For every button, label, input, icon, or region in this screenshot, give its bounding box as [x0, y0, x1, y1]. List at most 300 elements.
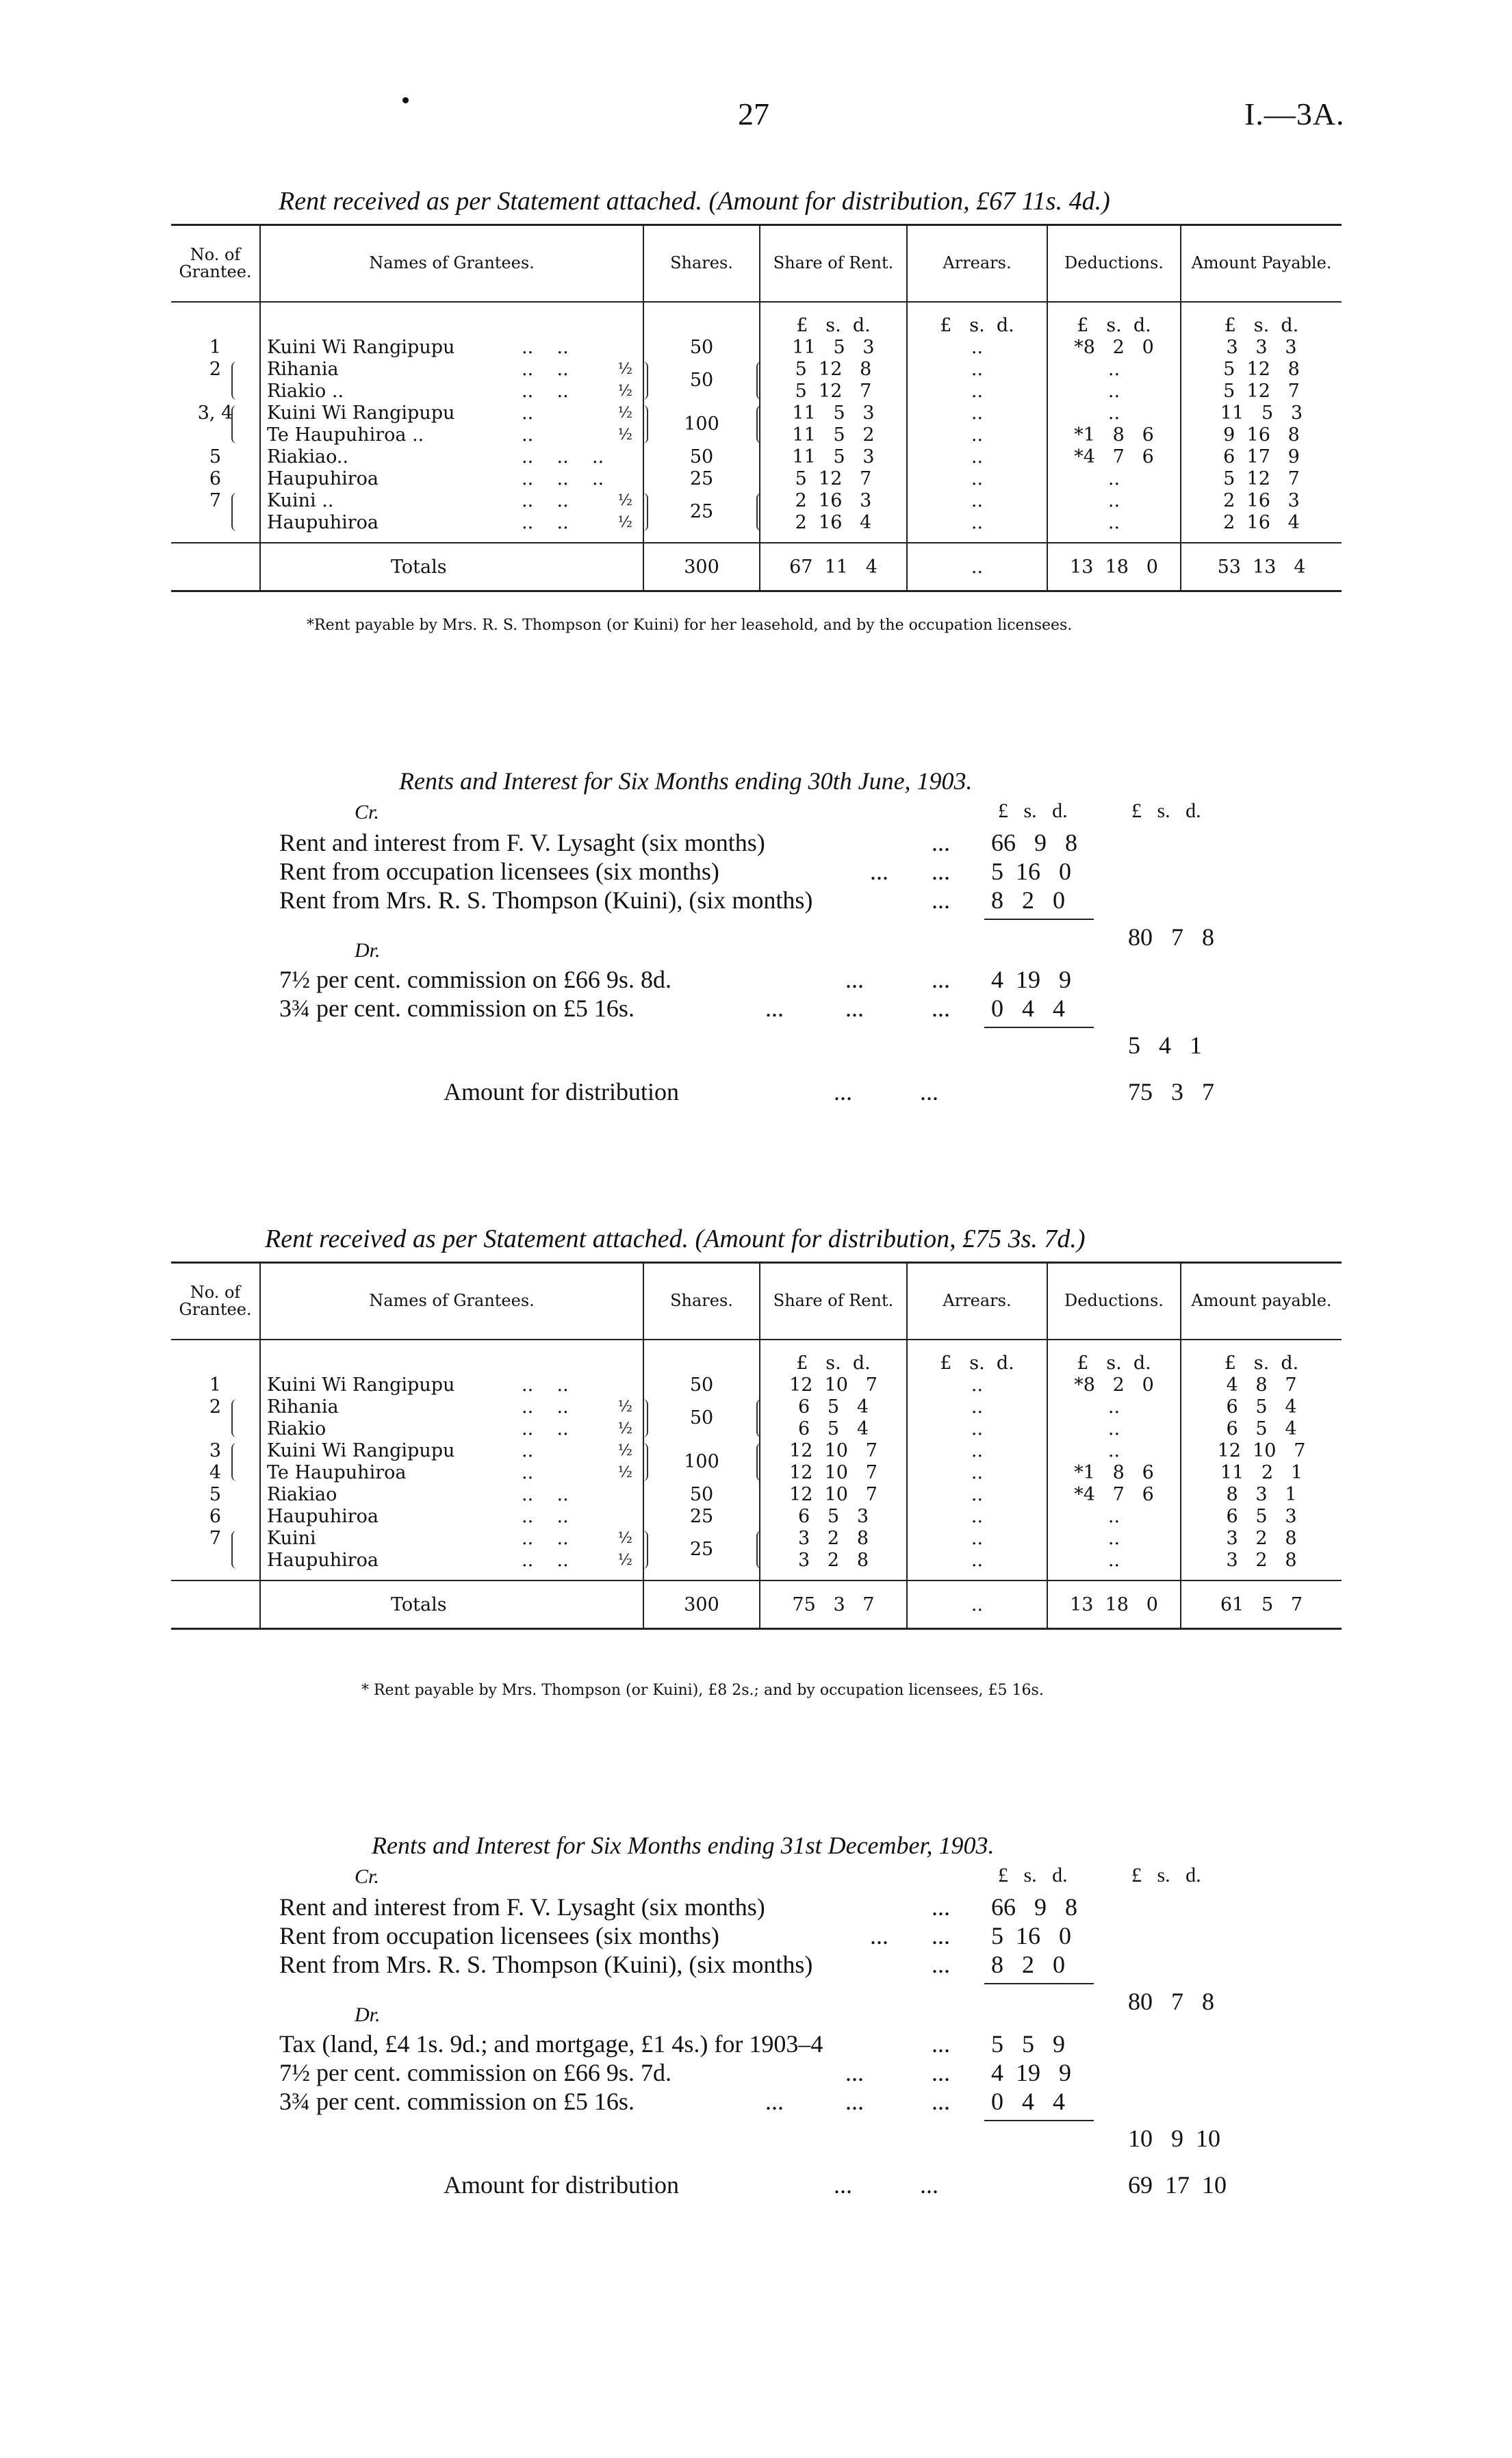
grantee-number: 7	[209, 1528, 222, 1549]
grantee-row	[261, 446, 642, 468]
cell-payable: 6 5 3	[1226, 1506, 1297, 1527]
header-no-grantee: No. of Grantee.	[171, 225, 260, 303]
cell-payable: 5 12 8	[1223, 359, 1300, 380]
table2-footnote: * Rent payable by Mrs. Thompson (or Kuini), £8 2s.; and by occupation licensees, £5 16s.	[361, 1682, 1044, 1699]
cell-rent: 5 12 8	[795, 359, 872, 380]
cell-deductions: ..	[1107, 490, 1120, 511]
totals-label: Totals	[260, 1580, 643, 1629]
header-amount-payable: Amount Payable.	[1181, 225, 1342, 303]
account2-statement	[279, 1831, 1272, 2221]
col-shares	[643, 1340, 760, 1580]
cell-rent: 6 5 4	[797, 1396, 869, 1418]
col-shares	[643, 302, 760, 543]
credit-line-dots: ... ...	[870, 858, 950, 885]
grantee-row	[261, 337, 642, 359]
cell-arrears: ..	[971, 1440, 984, 1461]
shares-brace-left	[641, 1399, 648, 1437]
cell-deductions: ..	[1107, 1396, 1120, 1418]
credit-line-dots: ...	[932, 1893, 950, 1921]
cell-arrears: ..	[971, 381, 984, 402]
cell-rent: 11 5 3	[792, 337, 875, 358]
cell-deductions: ..	[1107, 468, 1120, 489]
leader-dots: ..	[522, 1462, 534, 1483]
credit-line-amount: 5 16 0	[991, 1922, 1071, 1949]
cell-deductions: ..	[1107, 1550, 1120, 1571]
leader-dots: .. ..	[522, 1506, 569, 1527]
cell-arrears: ..	[971, 402, 984, 424]
cell-deductions: *1 8 6	[1074, 424, 1154, 446]
cell-rent: 12 10 7	[789, 1484, 877, 1505]
grantee-name: Riakiao	[267, 1484, 337, 1505]
credit-line-amount: 66 9 8	[991, 1893, 1077, 1921]
col-payable	[1181, 1340, 1342, 1580]
col-rent	[760, 1340, 907, 1580]
cell-payable: 8 3 1	[1226, 1484, 1297, 1505]
subtotal-rule	[984, 1027, 1094, 1028]
header-no-grantee: No. of Grantee.	[171, 1263, 260, 1340]
cell-arrears: ..	[971, 1462, 984, 1483]
cell-arrears: ..	[971, 1396, 984, 1418]
totals-rent: 75 3 7	[760, 1580, 907, 1629]
totals-payable: 53 13 4	[1181, 543, 1342, 591]
grantee-row	[261, 490, 642, 512]
cell-shares: 25	[689, 468, 714, 489]
cell-rent: 6 5 4	[797, 1418, 869, 1439]
page-number: 27	[738, 97, 769, 131]
leader-dots: .. ..	[522, 490, 569, 511]
debit-line-label: 3¾ per cent. commission on £5 16s.	[279, 995, 635, 1022]
unit-heading: £ s. d.	[940, 1353, 1014, 1374]
leader-dots: .. ..	[522, 1396, 569, 1418]
leader-dots: .. ..	[522, 359, 569, 380]
left-brace	[231, 361, 238, 400]
cell-payable: 4 8 7	[1226, 1374, 1297, 1396]
debit-line-label: Tax (land, £4 1s. 9d.; and mortgage, £1 4s.) for 1903–4	[279, 2030, 823, 2058]
distribution-label: Amount for distribution	[444, 1078, 679, 1105]
cell-arrears: ..	[971, 1374, 984, 1396]
cell-deductions: ..	[1107, 1506, 1120, 1527]
cell-deductions: ..	[1107, 1440, 1120, 1461]
grantee-number: 6	[209, 468, 222, 489]
table2-grantees	[171, 1262, 1342, 1630]
dr-label: Dr.	[355, 939, 381, 962]
account2-unit-head-1: £ s. d.	[998, 1864, 1068, 1886]
account2-cr-label: Cr.	[355, 1865, 379, 1888]
rent-brace-left	[756, 405, 763, 444]
grantee-name: Kuini Wi Rangipupu	[267, 337, 455, 358]
grantee-row	[261, 1506, 642, 1528]
unit-heading: £ s. d.	[796, 1353, 871, 1374]
leader-dots: .. .. ..	[522, 446, 604, 468]
grantee-row	[261, 1374, 642, 1396]
col-deductions	[1047, 302, 1181, 543]
credit-line-amount: 8 2 0	[991, 1951, 1065, 1978]
cell-shares: 25	[689, 1506, 714, 1527]
grantee-name: Riakio	[267, 1418, 326, 1439]
leader-dots: ..	[522, 1440, 534, 1461]
debit-total: 10 9 10	[1128, 2125, 1220, 2152]
grantee-row	[261, 359, 642, 381]
rent-brace-left	[756, 1443, 763, 1481]
leader-dots: .. .. ..	[522, 468, 604, 489]
account1-statement	[279, 767, 1272, 1109]
account1-unit-head-1: £ s. d.	[998, 799, 1068, 822]
grantee-row	[261, 1550, 642, 1572]
grantee-number: 3, 4	[197, 402, 233, 424]
grantee-name: Haupuhiroa	[267, 1506, 379, 1527]
cell-shares: 50	[689, 337, 714, 358]
credit-line-dots: ... ...	[870, 1922, 950, 1949]
grantee-name: Rihania	[267, 359, 339, 380]
cell-rent: 12 10 7	[789, 1440, 877, 1461]
grantee-name: Kuini	[267, 1528, 316, 1549]
cell-shares: 50	[689, 446, 714, 468]
cell-arrears: ..	[971, 490, 984, 511]
debit-line-dots: ...	[932, 2030, 950, 2058]
grantee-name: Kuini Wi Rangipupu	[267, 1440, 455, 1461]
totals-deductions: 13 18 0	[1047, 1580, 1181, 1629]
cell-deductions: ..	[1107, 512, 1120, 533]
share-fraction: ½	[617, 1398, 632, 1416]
cell-arrears: ..	[971, 1528, 984, 1549]
cell-payable: 3 3 3	[1226, 337, 1297, 358]
cell-arrears: ..	[971, 446, 984, 468]
leader-dots: .. ..	[522, 1484, 569, 1505]
credit-line-dots: ...	[932, 829, 950, 856]
cell-payable: 6 5 4	[1226, 1418, 1297, 1439]
cell-deductions: ..	[1107, 1528, 1120, 1549]
account1-title: Rents and Interest for Six Months ending 30th June, 1903.	[399, 767, 973, 795]
cell-rent: 2 16 3	[795, 490, 872, 511]
rent-brace-left	[756, 1399, 763, 1437]
totals-shares: 300	[643, 1580, 760, 1629]
cell-arrears: ..	[971, 337, 984, 358]
header-shares: Shares.	[643, 225, 760, 303]
table1-caption: Rent received as per Statement attached. (Amount for distribution, £67 11s. 4d.)	[279, 187, 1110, 216]
col-arrears	[907, 1340, 1047, 1580]
grantee-number	[172, 512, 259, 534]
cell-arrears: ..	[971, 1550, 984, 1571]
cell-payable: 5 12 7	[1223, 468, 1300, 489]
cell-deductions: ..	[1107, 402, 1120, 424]
grantee-name: Riakiao..	[267, 446, 349, 468]
credit-line-amount: 8 2 0	[991, 886, 1065, 914]
grantee-number: 5	[209, 446, 222, 468]
grantee-name: Te Haupuhiroa ..	[267, 424, 424, 446]
debit-line-amount: 0 4 4	[991, 995, 1065, 1022]
unit-heading: £ s. d.	[1224, 315, 1299, 336]
share-fraction: ½	[617, 1420, 632, 1437]
grantee-number: 3	[209, 1440, 222, 1461]
grantee-row	[261, 424, 642, 446]
grantee-number	[172, 424, 259, 446]
grantee-name: Kuini Wi Rangipupu	[267, 1374, 455, 1396]
grantee-number: 4	[209, 1462, 222, 1483]
cell-deductions: *4 7 6	[1074, 1484, 1154, 1505]
leader-dots: .. ..	[522, 1418, 569, 1439]
subtotal-rule	[984, 1983, 1094, 1984]
debit-line-dots: ... ... ...	[765, 995, 950, 1022]
unit-heading: £ s. d.	[796, 315, 871, 336]
header-share-of-rent: Share of Rent.	[760, 225, 907, 303]
left-brace	[231, 1443, 238, 1481]
cell-deductions: *4 7 6	[1074, 446, 1154, 468]
share-fraction: ½	[617, 1442, 632, 1459]
credit-line-amount: 66 9 8	[991, 829, 1077, 856]
grantee-number: 2	[209, 1396, 222, 1418]
cell-deductions: ..	[1107, 381, 1120, 402]
left-brace	[231, 405, 238, 444]
credit-line-label: Rent and interest from F. V. Lysaght (six months)	[279, 829, 765, 856]
col-names	[260, 1340, 643, 1580]
debit-line-amount: 4 19 9	[991, 966, 1071, 993]
debit-line-dots: ... ...	[845, 2059, 950, 2086]
cell-rent: 12 10 7	[789, 1462, 877, 1483]
shares-brace-left	[641, 493, 648, 531]
cell-rent: 11 5 3	[792, 446, 875, 468]
cell-rent: 11 5 3	[792, 402, 875, 424]
grantee-name: Haupuhiroa	[267, 468, 379, 489]
grantee-number: 5	[209, 1484, 222, 1505]
left-brace	[231, 1531, 238, 1569]
rent-brace-left	[756, 1531, 763, 1569]
debit-line-amount: 5 5 9	[991, 2030, 1065, 2058]
cell-shares: 50	[689, 1374, 714, 1396]
cell-arrears: ..	[971, 468, 984, 489]
credit-line-dots: ...	[932, 886, 950, 914]
grantee-row	[261, 1528, 642, 1550]
grantee-name: Haupuhiroa	[267, 1550, 379, 1571]
unit-heading: £ s. d.	[1077, 315, 1151, 336]
shares-brace-left	[641, 1531, 648, 1569]
subtotal-rule	[984, 919, 1094, 920]
cell-rent: 12 10 7	[789, 1374, 877, 1396]
cell-payable: 3 2 8	[1226, 1550, 1297, 1571]
totals-label: Totals	[260, 543, 643, 591]
account1-cr-label: Cr.	[355, 801, 379, 823]
debit-line-dots: ... ...	[845, 966, 950, 993]
page-reference: I.—3A.	[1244, 97, 1345, 131]
cell-payable: 11 2 1	[1220, 1462, 1303, 1483]
shares-brace-left	[641, 1443, 648, 1481]
header-arrears: Arrears.	[907, 1263, 1047, 1340]
cell-shares: 50	[689, 1484, 714, 1505]
header-deductions: Deductions.	[1047, 1263, 1181, 1340]
leader-dots: .. ..	[522, 512, 569, 533]
totals-arrears: ..	[907, 1580, 1047, 1629]
grantee-row	[261, 1462, 642, 1484]
debit-total: 5 4 1	[1128, 1032, 1202, 1059]
cell-shares: 25	[689, 1539, 714, 1560]
leader-dots: .. ..	[522, 1550, 569, 1571]
grantee-number: 6	[209, 1506, 222, 1527]
totals-payable: 61 5 7	[1181, 1580, 1342, 1629]
header-amount-payable: Amount payable.	[1181, 1263, 1342, 1340]
cell-payable: 6 17 9	[1223, 446, 1300, 468]
credit-line-label: Rent and interest from F. V. Lysaght (six months)	[279, 1893, 765, 1921]
grantee-number	[172, 1550, 259, 1572]
header-deductions: Deductions.	[1047, 225, 1181, 303]
cell-shares: 50	[689, 1407, 714, 1429]
account1-unit-head-2: £ s. d.	[1131, 799, 1201, 822]
debit-line-amount: 4 19 9	[991, 2059, 1071, 2086]
cell-rent: 5 12 7	[795, 381, 872, 402]
cell-arrears: ..	[971, 359, 984, 380]
col-deductions	[1047, 1340, 1181, 1580]
grantee-number: 1	[209, 1374, 222, 1396]
unit-heading: £ s. d.	[1077, 1353, 1151, 1374]
cell-deductions: *1 8 6	[1074, 1462, 1154, 1483]
grantee-number: 7	[209, 490, 222, 511]
grantee-row	[261, 381, 642, 402]
grantee-name: Rihania	[267, 1396, 339, 1418]
totals-arrears: ..	[907, 543, 1047, 591]
cell-arrears: ..	[971, 1484, 984, 1505]
credit-line-label: Rent from occupation licensees (six months)	[279, 858, 719, 885]
cell-arrears: ..	[971, 1418, 984, 1439]
cell-arrears: ..	[971, 424, 984, 446]
distribution-label: Amount for distribution	[444, 2171, 679, 2199]
cell-payable: 2 16 4	[1223, 512, 1300, 533]
cell-payable: 11 5 3	[1220, 402, 1303, 424]
share-fraction: ½	[617, 1530, 632, 1547]
credit-total: 80 7 8	[1128, 923, 1214, 951]
subtotal-rule	[984, 2120, 1094, 2121]
header-names: Names of Grantees.	[260, 1263, 643, 1340]
debit-line-label: 3¾ per cent. commission on £5 16s.	[279, 2088, 635, 2115]
grantee-name: Kuini Wi Rangipupu	[267, 402, 455, 424]
col-arrears	[907, 302, 1047, 543]
credit-line-label: Rent from Mrs. R. S. Thompson (Kuini), (six months)	[279, 886, 813, 914]
leader-dots: .. ..	[522, 381, 569, 402]
grantee-row	[261, 468, 642, 490]
grantee-name: Te Haupuhiroa	[267, 1462, 407, 1483]
debit-line-label: 7½ per cent. commission on £66 9s. 7d.	[279, 2059, 671, 2086]
shares-brace-left	[641, 361, 648, 400]
col-rent	[760, 302, 907, 543]
unit-heading: £ s. d.	[940, 315, 1014, 336]
col-names	[260, 302, 643, 543]
distribution-amount: 75 3 7	[1128, 1078, 1214, 1105]
share-fraction: ½	[617, 405, 632, 422]
grantee-row	[261, 1396, 642, 1418]
credit-total: 80 7 8	[1128, 1988, 1214, 2015]
col-no	[171, 1340, 260, 1580]
leader-dots: .. ..	[522, 1374, 569, 1396]
cell-shares: 100	[684, 1451, 719, 1472]
cell-deductions: ..	[1107, 359, 1120, 380]
share-fraction: ½	[617, 492, 632, 509]
header-arrears: Arrears.	[907, 225, 1047, 303]
grantee-name: Riakio ..	[267, 381, 344, 402]
credit-line-label: Rent from Mrs. R. S. Thompson (Kuini), (six months)	[279, 1951, 813, 1978]
credit-line-dots: ...	[932, 1951, 950, 1978]
cell-shares: 100	[684, 413, 719, 435]
cell-arrears: ..	[971, 1506, 984, 1527]
grantee-number	[172, 381, 259, 402]
grantee-row	[261, 1440, 642, 1462]
credit-line-amount: 5 16 0	[991, 858, 1071, 885]
credit-line-label: Rent from occupation licensees (six months)	[279, 1922, 719, 1949]
header-shares: Shares.	[643, 1263, 760, 1340]
account2-unit-head-2: £ s. d.	[1131, 1864, 1201, 1886]
grantee-number	[172, 1418, 259, 1440]
unit-heading: £ s. d.	[1224, 1353, 1299, 1374]
leader-dots: .. ..	[522, 337, 569, 358]
left-brace	[231, 493, 238, 531]
cell-deductions: *8 2 0	[1074, 1374, 1154, 1396]
cell-rent: 3 2 8	[797, 1528, 869, 1549]
share-fraction: ½	[617, 1464, 632, 1481]
distribution-dots: ... ...	[834, 2171, 938, 2199]
leader-dots: .. ..	[522, 1528, 569, 1549]
cell-rent: 2 16 4	[795, 512, 872, 533]
share-fraction: ½	[617, 514, 632, 531]
col-payable	[1181, 302, 1342, 543]
share-fraction: ½	[617, 361, 632, 378]
cell-payable: 5 12 7	[1223, 381, 1300, 402]
cell-rent: 5 12 7	[795, 468, 872, 489]
leader-dots: ..	[522, 424, 534, 446]
cell-arrears: ..	[971, 512, 984, 533]
ink-dot-mark	[402, 97, 409, 103]
cell-payable: 2 16 3	[1223, 490, 1300, 511]
col-no	[171, 302, 260, 543]
cell-payable: 3 2 8	[1226, 1528, 1297, 1549]
cell-payable: 9 16 8	[1223, 424, 1300, 446]
cell-payable: 12 10 7	[1217, 1440, 1306, 1461]
grantee-row	[261, 512, 642, 534]
table2-caption: Rent received as per Statement attached. (Amount for distribution, £75 3s. 7d.)	[265, 1225, 1086, 1253]
totals-deductions: 13 18 0	[1047, 543, 1181, 591]
grantee-number: 2	[209, 359, 222, 380]
cell-rent: 6 5 3	[797, 1506, 869, 1527]
cell-rent: 3 2 8	[797, 1550, 869, 1571]
header-share-of-rent: Share of Rent.	[760, 1263, 907, 1340]
cell-shares: 25	[689, 501, 714, 522]
rent-brace-left	[756, 361, 763, 400]
rent-brace-left	[756, 493, 763, 531]
distribution-dots: ... ...	[834, 1078, 938, 1105]
cell-shares: 50	[689, 370, 714, 391]
grantee-name: Kuini ..	[267, 490, 334, 511]
debit-line-amount: 0 4 4	[991, 2088, 1065, 2115]
cell-rent: 11 5 2	[792, 424, 875, 446]
distribution-amount: 69 17 10	[1128, 2171, 1227, 2199]
account2-title: Rents and Interest for Six Months ending 31st December, 1903.	[372, 1832, 995, 1859]
table1-grantees	[171, 224, 1342, 592]
share-fraction: ½	[617, 426, 632, 444]
share-fraction: ½	[617, 1552, 632, 1569]
cell-payable: 6 5 4	[1226, 1396, 1297, 1418]
cell-deductions: *8 2 0	[1074, 337, 1154, 358]
left-brace	[231, 1399, 238, 1437]
leader-dots: ..	[522, 402, 534, 424]
share-fraction: ½	[617, 383, 632, 400]
dr-label: Dr.	[355, 2003, 381, 2026]
debit-line-dots: ... ... ...	[765, 2088, 950, 2115]
totals-shares: 300	[643, 543, 760, 591]
grantee-row	[261, 402, 642, 424]
grantee-number: 1	[209, 337, 222, 358]
totals-rent: 67 11 4	[760, 543, 907, 591]
grantee-row	[261, 1418, 642, 1440]
shares-brace-left	[641, 405, 648, 444]
cell-deductions: ..	[1107, 1418, 1120, 1439]
debit-line-label: 7½ per cent. commission on £66 9s. 8d.	[279, 966, 671, 993]
table1-footnote: *Rent payable by Mrs. R. S. Thompson (or Kuini) for her leasehold, and by the occupation licensees.	[307, 617, 1073, 634]
grantee-row	[261, 1484, 642, 1506]
